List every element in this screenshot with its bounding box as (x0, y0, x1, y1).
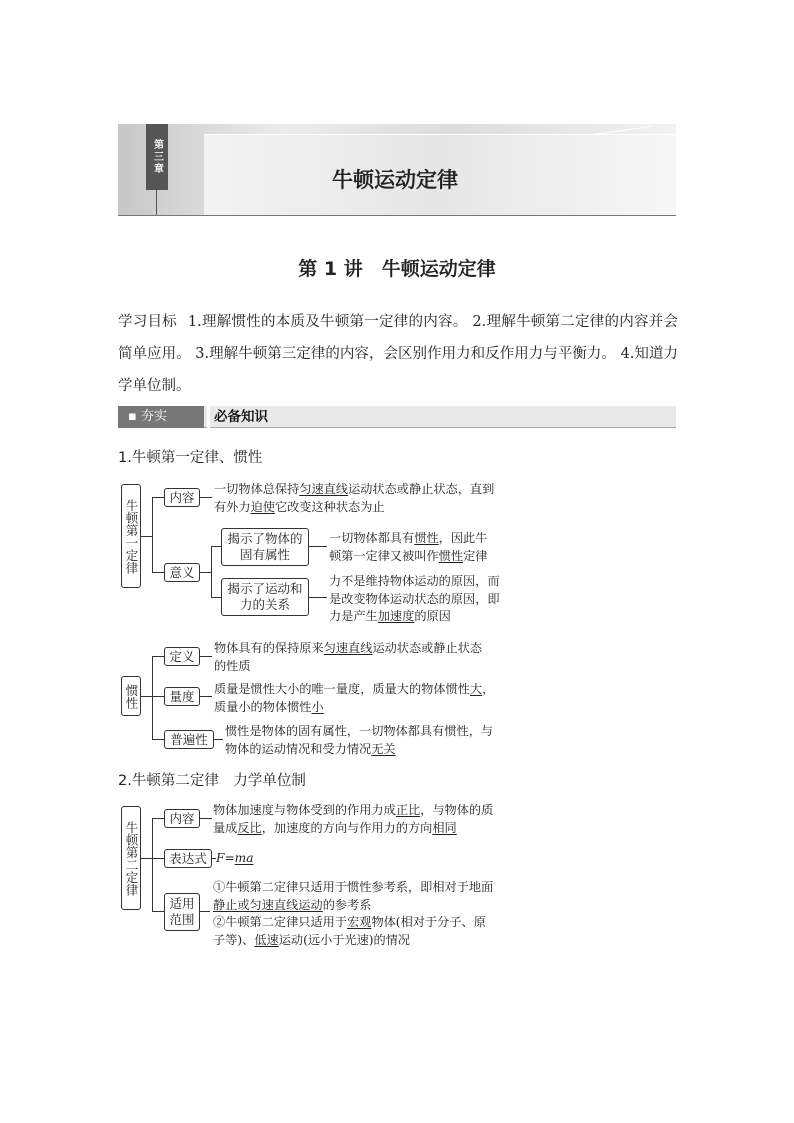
measure-box: 量度 (164, 687, 200, 706)
learning-objectives (118, 306, 678, 402)
expression-text: F=ma (216, 851, 254, 865)
objectives-label: 学习目标 (118, 314, 178, 330)
scope-box: 适用范围 (164, 893, 200, 931)
meaning-1-text: 一切物体都具有惯性，因此牛 顿第一定律又被叫作惯性定律 (329, 531, 488, 563)
section-bar (118, 406, 676, 428)
law2-content-text: 物体加速度与物体受到的作用力成正比，与物体的质 量成反比，加速度的方向与作用力的方向相同 (213, 803, 494, 835)
second-law-root-box: 牛顿第二定律 (121, 806, 141, 910)
meaning-2-box: 揭示了运动和力的关系 (221, 578, 309, 616)
chapter-title: 牛顿运动定律 (332, 168, 458, 192)
law2-content-box: 内容 (164, 809, 200, 828)
content-text: 一切物体总保持匀速直线运动状态或静止状态，直到 有外力迫使它改变这种状态为止 (214, 482, 495, 514)
universality-text: 惯性是物体的固有属性，一切物体都具有惯性，与 物体的运动情况和受力情况无关 (225, 724, 494, 756)
section-label: 必备知识 (214, 409, 268, 425)
first-law-root-box: 牛顿第一定律 (121, 484, 141, 588)
content-box: 内容 (164, 488, 200, 507)
meaning-box: 意义 (164, 563, 200, 582)
definition-box: 定义 (164, 647, 200, 666)
part2-heading: 2.牛顿第二定律 力学单位制 (118, 773, 306, 789)
part1-heading: 1.牛顿第一定律、惯性 (118, 450, 263, 466)
expression-box: 表达式 (164, 849, 212, 868)
definition-text: 物体具有的保持原来匀速直线运动状态或静止状态 的性质 (214, 641, 483, 673)
objectives-text: 1.理解惯性的本质及牛顿第一定律的内容。 2.理解牛顿第二定律的内容并会简单应用。 3.理解牛顿第三定律的内容，会区别作用力和反作用力与平衡力。 4.知道力学单位制。 (118, 314, 679, 394)
scope-text: ①牛顿第二定律只适用于惯性参考系，即相对于地面 静止或匀速直线运动的参考系 ②牛顿第二定律只适用于宏观物体(相对于分子、原 子等)、低速运动(远小于光速)的情况 (213, 880, 494, 947)
lecture-title: 第 1 讲 牛顿运动定律 (298, 258, 496, 280)
section-tag: ▪ 夯实 (118, 406, 204, 428)
inertia-root-box: 惯性 (121, 676, 141, 716)
universality-box: 普遍性 (164, 730, 214, 749)
chapter-tab-line (156, 190, 157, 216)
measure-text: 质量是惯性大小的唯一量度，质量大的物体惯性大， 质量小的物体惯性小 (214, 682, 495, 714)
chapter-tab: 第三章 (146, 124, 168, 190)
meaning-1-box: 揭示了物体的固有属性 (221, 528, 309, 566)
meaning-2-text: 力不是维持物体运动的原因，而 是改变物体运动状态的原因，即 力是产生加速度的原因 (329, 574, 500, 623)
chapter-banner (118, 124, 676, 216)
